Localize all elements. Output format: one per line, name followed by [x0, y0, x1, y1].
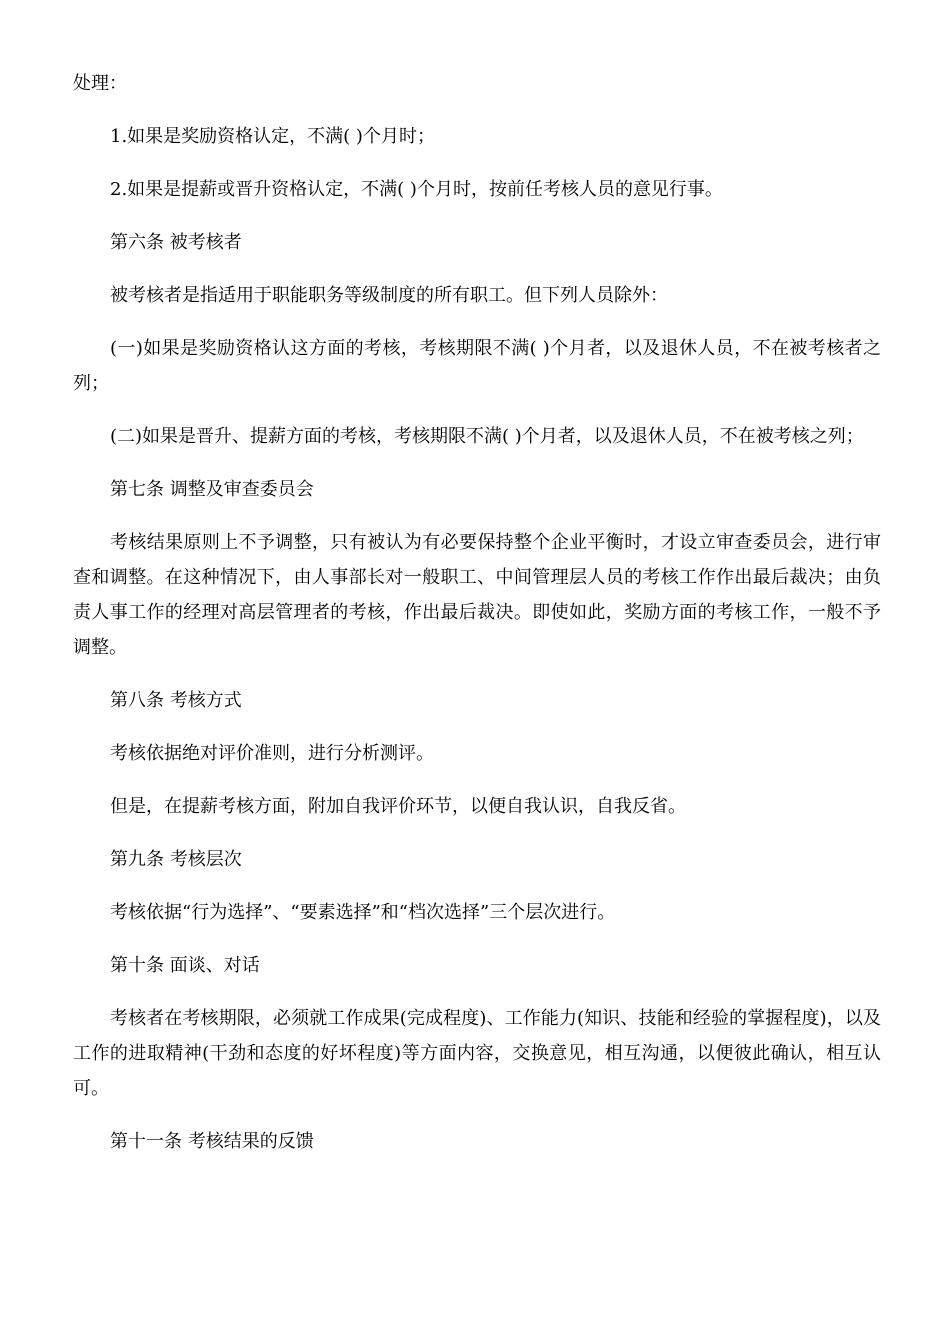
article-heading: 第十条 面谈、对话: [110, 955, 260, 976]
article-heading: 第六条 被考核者: [110, 232, 242, 253]
paragraph: 考核者在考核期限，必须就工作成果(完成程度)、工作能力(知识、技能和经验的掌握程度)，以及工作的进取精神(干劲和态度的好坏程度)等方面内容，交换意见，相互沟通，以便彼此确认，相互认可。: [73, 1008, 881, 1099]
article-heading: 第七条 调整及审查委员会: [110, 479, 314, 500]
article-heading: 第十一条 考核结果的反馈: [110, 1131, 314, 1152]
document-page: [73, 66, 881, 1177]
paragraph: 但是，在提薪考核方面，附加自我评价环节，以便自我认识，自我反省。: [110, 796, 686, 817]
list-item: (一)如果是奖励资格认这方面的考核，考核期限不满( )个月者，以及退休人员，不在被考核者之列；: [73, 338, 881, 394]
paragraph-continuation: 处理：: [73, 73, 127, 94]
article-heading: 第九条 考核层次: [110, 849, 242, 870]
list-item: 2.如果是提薪或晋升资格认定，不满( )个月时，按前任考核人员的意见行事。: [110, 179, 723, 200]
paragraph: 考核依据绝对评价准则，进行分析测评。: [110, 743, 434, 764]
list-item: (二)如果是晋升、提薪方面的考核，考核期限不满( )个月者，以及退休人员，不在被考核之列；: [110, 426, 864, 447]
list-item: 1.如果是奖励资格认定，不满( )个月时；: [110, 126, 435, 147]
article-heading: 第八条 考核方式: [110, 690, 242, 711]
paragraph: 考核依据“行为选择”、“要素选择”和“档次选择”三个层次进行。: [110, 902, 616, 923]
paragraph: 被考核者是指适用于职能职务等级制度的所有职工。但下列人员除外：: [110, 285, 668, 306]
paragraph: 考核结果原则上不予调整，只有被认为有必要保持整个企业平衡时，才设立审查委员会，进行审查和调整。在这种情况下，由人事部长对一般职工、中间管理层人员的考核工作作出最后裁决；由负责人事工作的经理对高层管理者的考核，作出最后裁决。即使如此，奖励方面的考核工作，一般不予调整。: [73, 532, 881, 658]
